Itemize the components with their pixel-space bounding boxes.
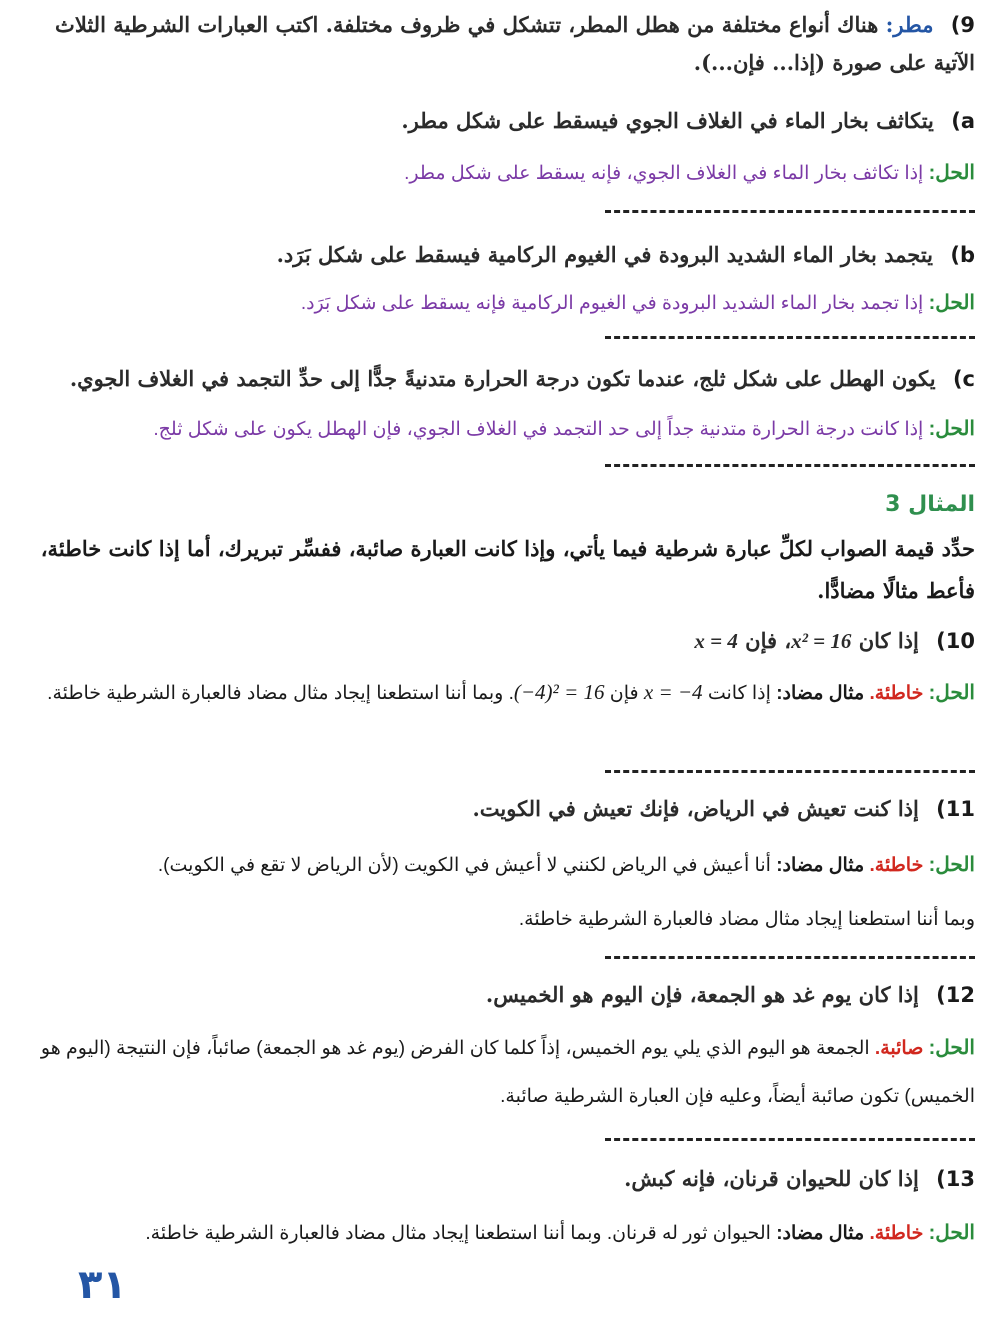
question-text: إذا كان للحيوان قرنان، فإنه كبش. (624, 1166, 919, 1191)
part-letter: b) (950, 243, 975, 267)
solution-11 (20, 838, 975, 947)
solution-text-b: فإن (609, 683, 639, 704)
separator (605, 464, 975, 467)
part-letter: a) (951, 109, 975, 133)
part-c (20, 360, 975, 398)
solution-text: إذا كانت درجة الحرارة متدنية جداً إلى حد التجمد في الغلاف الجوي، فإن الهطل يكون على شكل ثلج. (153, 419, 924, 440)
solution-text-a: إذا كانت (707, 683, 771, 704)
solution-text-2: وبما أننا استطعنا إيجاد مثال مضاد فالعبارة الشرطية خاطئة. (518, 909, 975, 930)
solution-text: إذا تكاثف بخار الماء في الغلاف الجوي، فإنه يسقط على شكل مطر. (404, 163, 924, 184)
part-text: يتكاثف بخار الماء في الغلاف الجوي فيسقط على شكل مطر. (401, 108, 934, 133)
solution-label: الحل: (928, 682, 975, 704)
solution-text: أنا أعيش في الرياض لكنني لا أعيش في الكويت (لأن الرياض لا تقع في الكويت). (157, 855, 771, 876)
solution-10 (20, 668, 975, 718)
question-text: إذا كان يوم غد هو الجمعة، فإن اليوم هو الخميس. (485, 982, 919, 1007)
separator (605, 210, 975, 213)
question-text: هناك أنواع مختلفة من هطل المطر، تتشكل في ظروف مختلفة. اكتب العبارات الشرطية الثلاث الآتية على صورة (إذا... فإن...). (55, 12, 975, 75)
question-number: 13) (936, 1167, 975, 1191)
question-13 (20, 1160, 975, 1198)
question-text-prefix: إذا كان (858, 628, 919, 653)
separator (605, 956, 975, 959)
verdict: خاطئة. (869, 1223, 924, 1244)
solution-label: الحل: (928, 854, 975, 876)
solution-text-c: . وبما أننا استطعنا إيجاد مثال مضاد فالعبارة الشرطية خاطئة. (47, 683, 514, 704)
solution-text: إذا تجمد بخار الماء الشديد البرودة في الغيوم الركامية فإنه يسقط على شكل بَرَد. (300, 293, 924, 314)
question-10 (20, 622, 975, 660)
solution-label: الحل: (928, 1037, 975, 1059)
verdict: خاطئة. (869, 855, 924, 876)
question-number: 9) (950, 13, 975, 37)
solution-b (20, 280, 975, 327)
solution-math-1: x = −4 (643, 680, 703, 704)
solution-c (20, 406, 975, 453)
page-number: ٣١ (78, 1262, 127, 1308)
question-12 (20, 976, 975, 1014)
example-heading: المثال 3 (885, 492, 975, 517)
solution-a (20, 150, 975, 197)
solution-label: الحل: (928, 162, 975, 184)
solution-label: الحل: (928, 1222, 975, 1244)
separator (605, 770, 975, 773)
separator (605, 1138, 975, 1141)
question-11 (20, 790, 975, 828)
example-intro: حدِّد قيمة الصواب لكلِّ عبارة شرطية فيما يأتي، وإذا كانت العبارة صائبة، ففسِّر تبريرك، أما إذا كانت خاطئة، فأعط مثالًا مضادًّا. (40, 536, 975, 603)
verdict: خاطئة. (869, 683, 924, 704)
part-text: يتجمد بخار الماء الشديد البرودة في الغيوم الركامية فيسقط على شكل بَرَد. (276, 242, 934, 267)
question-number: 11) (936, 797, 975, 821)
counter-example-label: مثال مضاد: (776, 683, 865, 704)
question-9 (20, 6, 975, 82)
solution-12 (20, 1024, 975, 1121)
counter-example-label: مثال مضاد: (776, 1223, 865, 1244)
solution-label: الحل: (928, 292, 975, 314)
part-a (20, 102, 975, 140)
solution-text: الجمعة هو اليوم الذي يلي يوم الخميس، إذاً كلما كان الفرض (يوم غد هو الجمعة) صائباً، فإن النتيجة (اليوم هو الخميس) تكون صائبة أيضاً، وعليه فإن العبارة الشرطية صائبة. (40, 1038, 975, 1107)
solution-label: الحل: (928, 418, 975, 440)
question-math-1: x² = 16 (791, 629, 852, 653)
counter-example-label: مثال مضاد: (776, 855, 865, 876)
question-math-2: x = 4 (694, 629, 738, 653)
separator (605, 336, 975, 339)
question-text-mid: ، فإن (745, 628, 792, 653)
part-letter: c) (952, 367, 975, 391)
question-label: مطر: (885, 12, 934, 37)
solution-math-2: (−4)² = 16 (513, 680, 605, 704)
question-number: 10) (936, 629, 975, 653)
part-b (20, 236, 975, 274)
part-text: يكون الهطل على شكل ثلج، عندما تكون درجة الحرارة متدنيةً جدًّا إلى حدِّ التجمد في الغلاف الجوي. (69, 366, 936, 391)
verdict: صائبة. (874, 1038, 924, 1059)
question-text: إذا كنت تعيش في الرياض، فإنك تعيش في الكويت. (472, 796, 919, 821)
solution-13 (20, 1210, 975, 1257)
question-number: 12) (936, 983, 975, 1007)
solution-text: الحيوان ثور له قرنان. وبما أننا استطعنا إيجاد مثال مضاد فالعبارة الشرطية خاطئة. (145, 1223, 771, 1244)
